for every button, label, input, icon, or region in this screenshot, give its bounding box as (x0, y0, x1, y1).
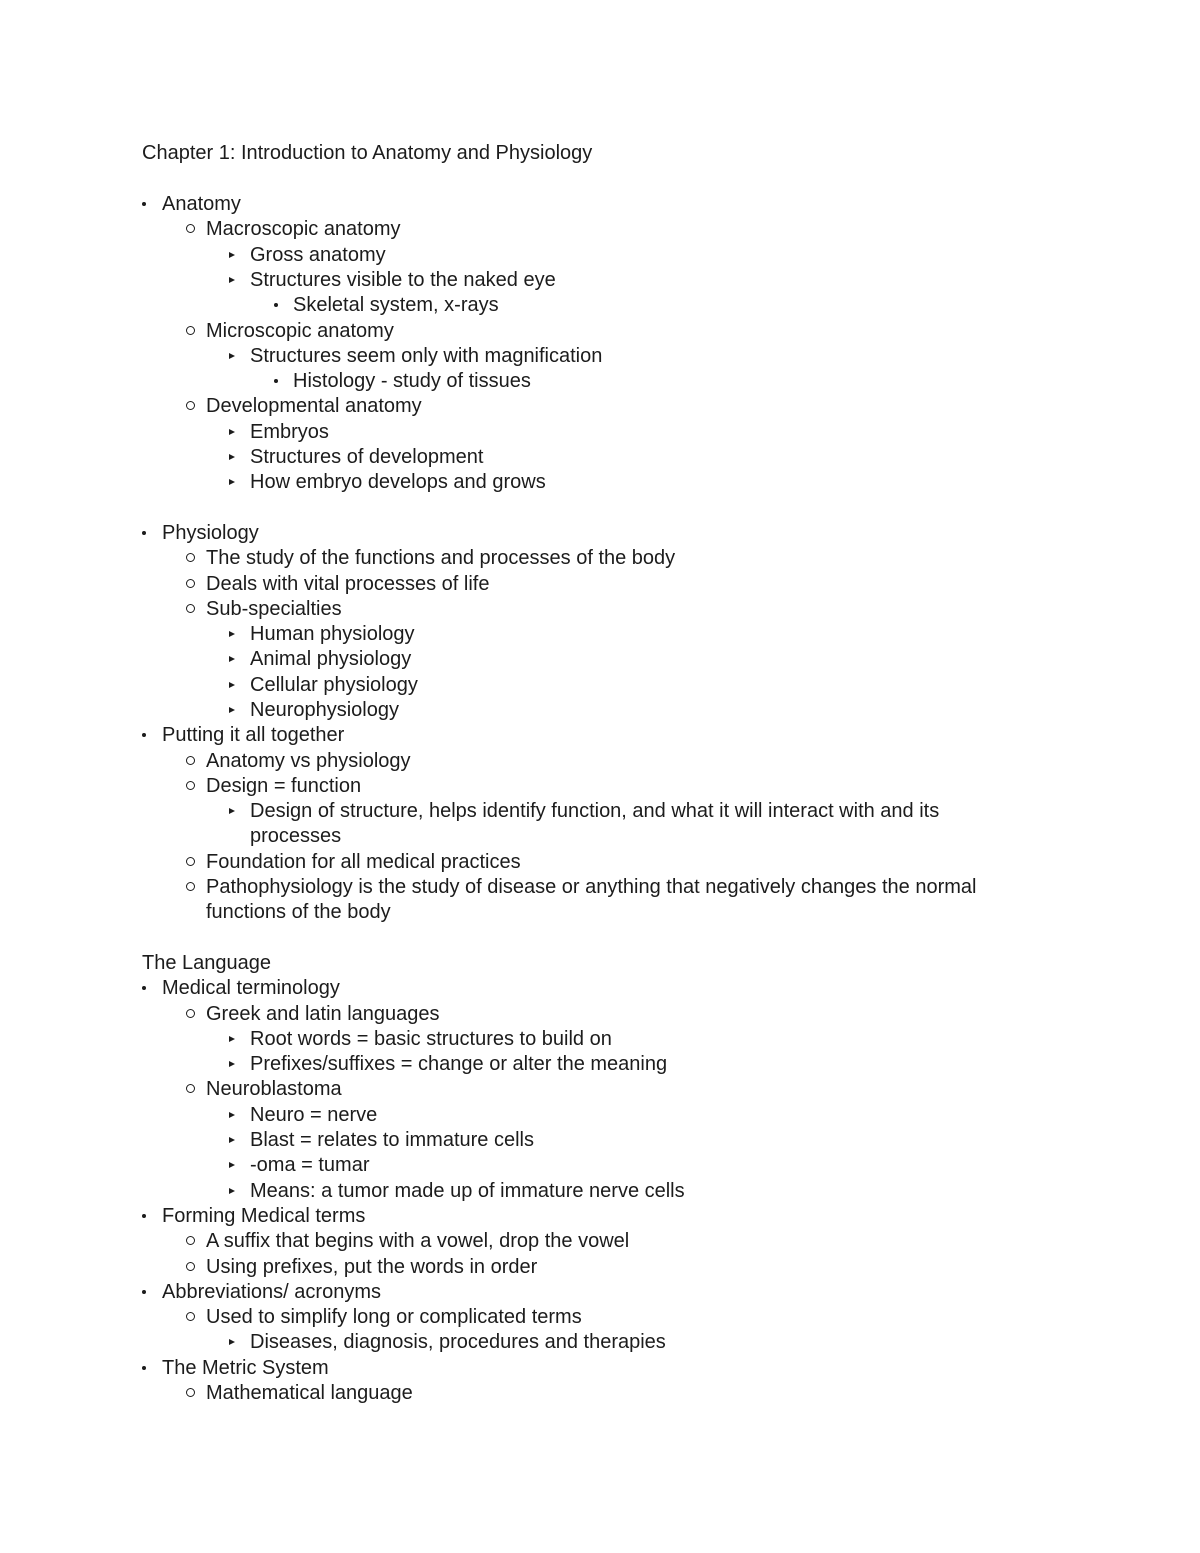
list-item (0, 572, 1200, 597)
list-item (0, 900, 1200, 925)
list-item (0, 723, 1200, 748)
list-item-text: Root words = basic structures to build on (250, 1028, 612, 1050)
list-item-text: Cellular physiology (250, 674, 418, 696)
list-item (0, 192, 1200, 217)
list-item (0, 268, 1200, 293)
bullet-dot-icon (142, 1214, 146, 1218)
bullet-arrow-icon (229, 353, 235, 359)
list-item (0, 1153, 1200, 1178)
list-item-text: Used to simplify long or complicated terms (206, 1306, 582, 1328)
bullet-arrow-icon (229, 1112, 235, 1118)
list-item-text: Sub-specialties (206, 598, 342, 620)
bullet-arrow-icon (229, 429, 235, 435)
bullet-circle-icon (186, 224, 195, 233)
bullet-arrow-icon (229, 479, 235, 485)
bullet-circle-icon (186, 756, 195, 765)
bullet-dot-icon (142, 1290, 146, 1294)
bullet-arrow-icon (229, 1061, 235, 1067)
list-item (0, 1280, 1200, 1305)
bullet-circle-icon (186, 882, 195, 891)
list-item-text: Gross anatomy (250, 244, 386, 266)
bullet-dot-icon (142, 986, 146, 990)
bullet-circle-icon (186, 1312, 195, 1321)
list-item-text: Embryos (250, 421, 329, 443)
list-item (0, 673, 1200, 698)
bullet-arrow-icon (229, 1188, 235, 1194)
bullet-arrow-icon (229, 656, 235, 662)
bullet-arrow-icon (229, 252, 235, 258)
bullet-dot-icon (274, 379, 278, 383)
list-item (0, 319, 1200, 344)
list-item-text: Foundation for all medical practices (206, 851, 521, 873)
bullet-circle-icon (186, 604, 195, 613)
list-item (0, 420, 1200, 445)
document-title-text: Chapter 1: Introduction to Anatomy and Physiology (142, 142, 593, 164)
section-heading (0, 951, 1200, 976)
list-item-text: Neurophysiology (250, 699, 399, 721)
list-item-text: The Metric System (162, 1357, 329, 1379)
list-item-text: A suffix that begins with a vowel, drop the vowel (206, 1230, 630, 1252)
bullet-arrow-icon (229, 707, 235, 713)
list-item-text: Skeletal system, x-rays (293, 294, 499, 316)
list-item-text: Design = function (206, 775, 362, 797)
bullet-arrow-icon (229, 454, 235, 460)
bullet-arrow-icon (229, 631, 235, 637)
list-item-text: Design of structure, helps identify function, and what it will interact with and its (250, 800, 940, 822)
bullet-dot-icon (142, 1366, 146, 1370)
list-item-text: Abbreviations/ acronyms (162, 1281, 381, 1303)
list-item (0, 369, 1200, 394)
list-item-text: Diseases, diagnosis, procedures and therapies (250, 1331, 666, 1353)
bullet-arrow-icon (229, 682, 235, 688)
bullet-dot-icon (142, 531, 146, 535)
list-item-text: Prefixes/suffixes = change or alter the meaning (250, 1053, 668, 1075)
bullet-circle-icon (186, 1084, 195, 1093)
list-item (0, 1103, 1200, 1128)
list-item (0, 1179, 1200, 1204)
list-item (0, 850, 1200, 875)
bullet-arrow-icon (229, 1137, 235, 1143)
list-item (0, 824, 1200, 849)
bullet-dot-icon (274, 303, 278, 307)
bullet-circle-icon (186, 1236, 195, 1245)
list-item-text: Animal physiology (250, 648, 412, 670)
list-item (0, 1381, 1200, 1406)
list-item (0, 546, 1200, 571)
list-item (0, 875, 1200, 900)
list-item-text: Pathophysiology is the study of disease or anything that negatively changes the normal (206, 876, 977, 898)
bullet-dot-icon (142, 733, 146, 737)
list-item-text: Mathematical language (206, 1382, 413, 1404)
list-item-text: Histology - study of tissues (293, 370, 531, 392)
list-item (0, 1052, 1200, 1077)
bullet-circle-icon (186, 1009, 195, 1018)
list-item (0, 445, 1200, 470)
list-item (0, 521, 1200, 546)
list-item (0, 622, 1200, 647)
list-item-text: functions of the body (206, 901, 391, 923)
list-item (0, 1204, 1200, 1229)
list-item (0, 698, 1200, 723)
list-item (0, 647, 1200, 672)
list-item-text: Medical terminology (162, 977, 340, 999)
list-item-text: The study of the functions and processes of the body (206, 547, 676, 569)
list-item-text: Physiology (162, 522, 259, 544)
bullet-arrow-icon (229, 1036, 235, 1042)
list-item (0, 1077, 1200, 1102)
list-item (0, 1002, 1200, 1027)
list-item-text: Anatomy vs physiology (206, 750, 411, 772)
list-item-text: Neuro = nerve (250, 1104, 378, 1126)
list-item-text: Structures of development (250, 446, 484, 468)
bullet-arrow-icon (229, 277, 235, 283)
list-item-text: -oma = tumar (250, 1154, 370, 1176)
bullet-circle-icon (186, 326, 195, 335)
list-item-text: Structures seem only with magnification (250, 345, 603, 367)
list-item (0, 344, 1200, 369)
list-item (0, 293, 1200, 318)
list-item (0, 1027, 1200, 1052)
list-item (0, 1229, 1200, 1254)
list-item-text: Putting it all together (162, 724, 345, 746)
list-item-text: Means: a tumor made up of immature nerve cells (250, 1180, 685, 1202)
bullet-circle-icon (186, 1388, 195, 1397)
bullet-circle-icon (186, 579, 195, 588)
bullet-circle-icon (186, 553, 195, 562)
list-item (0, 1128, 1200, 1153)
bullet-dot-icon (142, 202, 146, 206)
list-item (0, 1356, 1200, 1381)
list-item (0, 243, 1200, 268)
list-item (0, 749, 1200, 774)
list-item (0, 217, 1200, 242)
list-item (0, 799, 1200, 824)
list-item-text: Microscopic anatomy (206, 320, 394, 342)
list-item (0, 394, 1200, 419)
bullet-circle-icon (186, 401, 195, 410)
list-item (0, 976, 1200, 1001)
list-item-text: Human physiology (250, 623, 415, 645)
list-item-text: Forming Medical terms (162, 1205, 366, 1227)
bullet-circle-icon (186, 781, 195, 790)
list-item (0, 470, 1200, 495)
list-item-text: Blast = relates to immature cells (250, 1129, 534, 1151)
list-item-text: Deals with vital processes of life (206, 573, 490, 595)
list-item-text: processes (250, 825, 342, 847)
list-item (0, 774, 1200, 799)
bullet-arrow-icon (229, 1339, 235, 1345)
bullet-circle-icon (186, 857, 195, 866)
list-item-text: Structures visible to the naked eye (250, 269, 556, 291)
list-item (0, 597, 1200, 622)
list-item-text: Neuroblastoma (206, 1078, 342, 1100)
bullet-arrow-icon (229, 1162, 235, 1168)
list-item-text: Developmental anatomy (206, 395, 422, 417)
list-item (0, 1305, 1200, 1330)
bullet-circle-icon (186, 1262, 195, 1271)
list-item-text: How embryo develops and grows (250, 471, 546, 493)
list-item-text: Anatomy (162, 193, 241, 215)
bullet-arrow-icon (229, 808, 235, 814)
list-item-text: Using prefixes, put the words in order (206, 1256, 538, 1278)
list-item (0, 1330, 1200, 1355)
list-item-text: Greek and latin languages (206, 1003, 440, 1025)
section-heading-text: The Language (142, 952, 272, 974)
list-item (0, 1255, 1200, 1280)
list-item-text: Macroscopic anatomy (206, 218, 401, 240)
